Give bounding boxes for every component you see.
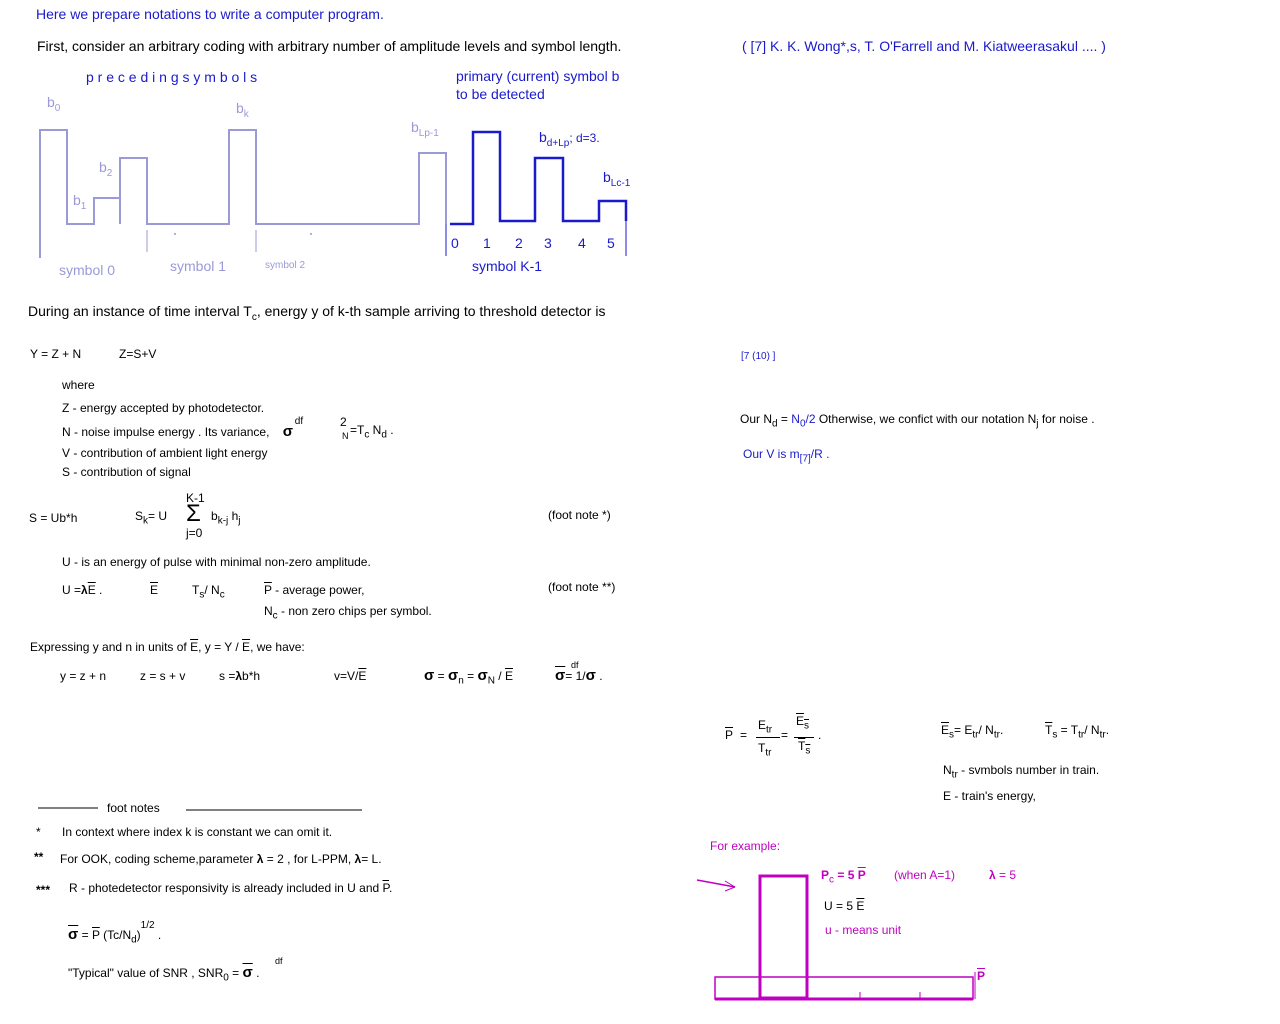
chip-0: 0 [451,235,459,251]
sum-symbol: Σ [186,500,201,527]
symbol-2-label: symbol 2 [265,260,306,271]
e-definition: E - train's energy, [943,789,1036,803]
blc-label: $b_{Lc-1}$ [603,169,631,189]
lambda-eq: λ = 5 [989,868,1017,882]
where-label: where [62,378,95,392]
pc-equation: $P_c = 5$ $\overline{P}$ [821,868,866,886]
ts-nc: $T_s/$ $N_c$ [192,583,225,601]
df-mark-2: df [275,956,283,966]
example-baseline [715,977,973,999]
b1-label: $b_1$ [73,192,87,212]
unit-note: u - means unit [825,923,902,937]
ts-equation: $\overline{T}_s = T_{tr}/$ $N_{tr}$. [1045,723,1110,741]
symbol-1-label: symbol 1 [170,258,227,274]
fraction-line-1 [756,737,780,738]
foot-notes-label: foot notes [107,801,160,815]
s-definition: S - contribution of signal [62,465,191,479]
when-text: (when A=1) [894,868,956,882]
s-units-eq: s =λb*h [219,669,261,683]
sigma-bar-formula: $\overline{\sigma} = \overline{P}$ $(Tc/N_d)^{1/2}$ . [68,920,162,946]
sum-top: K-1 [186,491,205,505]
chip-3: 3 [544,235,552,251]
reference-text: ( [7] K. K. Wong*,s, T. O'Farrell and M. Kiatweerasakul .... ) [742,38,1106,54]
primary-label-2: to be detected [456,86,545,102]
n-definition: N - noise impulse energy . Its variance, σ df [62,416,304,440]
b0-label: $b_0$ [47,94,61,114]
v-units-eq: $v=V/\overline{E}$ [334,669,367,683]
chip-5: 5 [607,235,615,251]
ebar-symbol: $\overline{E}$ [150,583,159,597]
ntr-definition: $N_{tr}$ - svmbols number in train. [943,763,1100,781]
our-nd-text: Our $N_d = N_0/2$ Otherwise, we confict with our notation $N_j$ for noise . [740,412,1095,430]
es-equation: $\overline{E}_s= E_{tr}/$ $N_{tr}$. [941,723,1004,741]
nc-definition: $N_c$ - non zero chips per symbol. [264,604,432,622]
sum-bottom: j=0 [186,526,203,540]
v-definition: V - contribution of ambient light energy [62,446,268,460]
example-pulse [760,876,807,998]
interval-text: During an instance of time interval $T_c$, energy y of k-th sample arriving to threshold detector is [28,303,606,323]
typical-snr: "Typical" value of SNR , $SNR_0 = \overline{\sigma}$ . [68,964,260,984]
first-line: First, consider an arbitrary coding with arbitrary number of amplitude levels and symbol length. [37,38,622,54]
bdlp-label: $b_{d+Lp}$; d=3. [539,129,600,149]
u-equation: $U =\lambda\overline{E}$ . [62,583,103,597]
symbol-k-label: symbol K-1 [472,258,543,274]
b2-label: $b_2$ [99,159,113,179]
p-dot: . [818,728,822,742]
expressing-text: Expressing y and n in units of $\overline{E}$, $y = Y / \overline{E}$, we have: [30,640,305,654]
z-definition: Z - energy accepted by photodetector. [62,401,265,415]
chip-2: 2 [515,235,523,251]
symbol-0-label: symbol 0 [59,262,116,278]
etr-numerator: $E_{tr}$ [758,718,773,736]
primary-label-1: primary (current) symbol b [456,68,620,84]
u-example: U = 5 $\overline{E}$ [824,899,865,913]
preceding-waveform [40,130,446,258]
example-label: For example: [710,839,781,853]
intro-text: Here we prepare notations to write a computer program. [36,6,384,22]
y-units-eq: y = z + n [60,669,107,683]
sigma-bar-eq: $\overline{\sigma}= 1/\sigma$ . [555,667,603,684]
fn-3star-text: R - photedetector responsivity is already included in U and $\overline{P}$. [69,881,393,895]
footnote-ref-2: (foot note **) [548,580,616,594]
preceding-label: p r e c e d i n g s y m b o l s [86,69,258,85]
df-mark: df [571,660,579,670]
fraction-line-2 [794,737,814,738]
fn-3star: *** [36,883,51,897]
ts-denominator: $T_s$ [798,739,811,757]
z-units-eq: z = s + v [140,669,186,683]
ttr-denominator: $T_{tr}$ [758,741,772,759]
footnote-ref-1: (foot note *) [548,508,611,522]
our-v-text: Our V is $m_{[7]}/R$ . [743,447,830,465]
p-bar: $\overline{P}$ [725,728,734,742]
ref-7-10: [7 (10) ] [741,351,776,362]
u-definition: U - is an energy of pulse with minimal non-zero amplitude. [62,555,371,569]
fn-2star: ** [34,850,44,864]
z-equation: Z=S+V [119,347,157,361]
chip-1: 1 [483,235,491,251]
sigma-units-eq: $\sigma = \sigma_n = \sigma_N / \overline{E}$ [424,667,513,687]
sigma-sub-n: N [342,431,349,441]
chip-4: 4 [578,235,586,251]
sk-equation: $S_k= U$ [135,509,168,527]
blp-label: $b_{Lp-1}$ [411,119,439,139]
bk-label: $b_k$ [236,100,249,120]
sigma-two: 2 [340,415,347,429]
fn-2star-text: For OOK, coding scheme,parameter λ = 2 , for L-PPM, λ= L. [60,852,382,866]
example-pbar: $\overline{P}$ [977,969,986,983]
pbar-definition: $\overline{P}$ - average power, [264,583,365,597]
y-equation: Y = Z + N [30,347,82,361]
p-equals: = [740,728,748,742]
es-numerator: $E_s$ [796,714,810,732]
n-variance: $=T_c$ $N_d$ . [350,423,394,441]
fn-star-text: In context where index k is constant we can omit it. [62,825,333,839]
fn-star: * [36,825,41,839]
sk-terms: $b_{k-j}$ $h_j$ [211,509,241,527]
s-equation: S = Ub*h [29,511,78,525]
p-equals-2: = [781,728,789,742]
